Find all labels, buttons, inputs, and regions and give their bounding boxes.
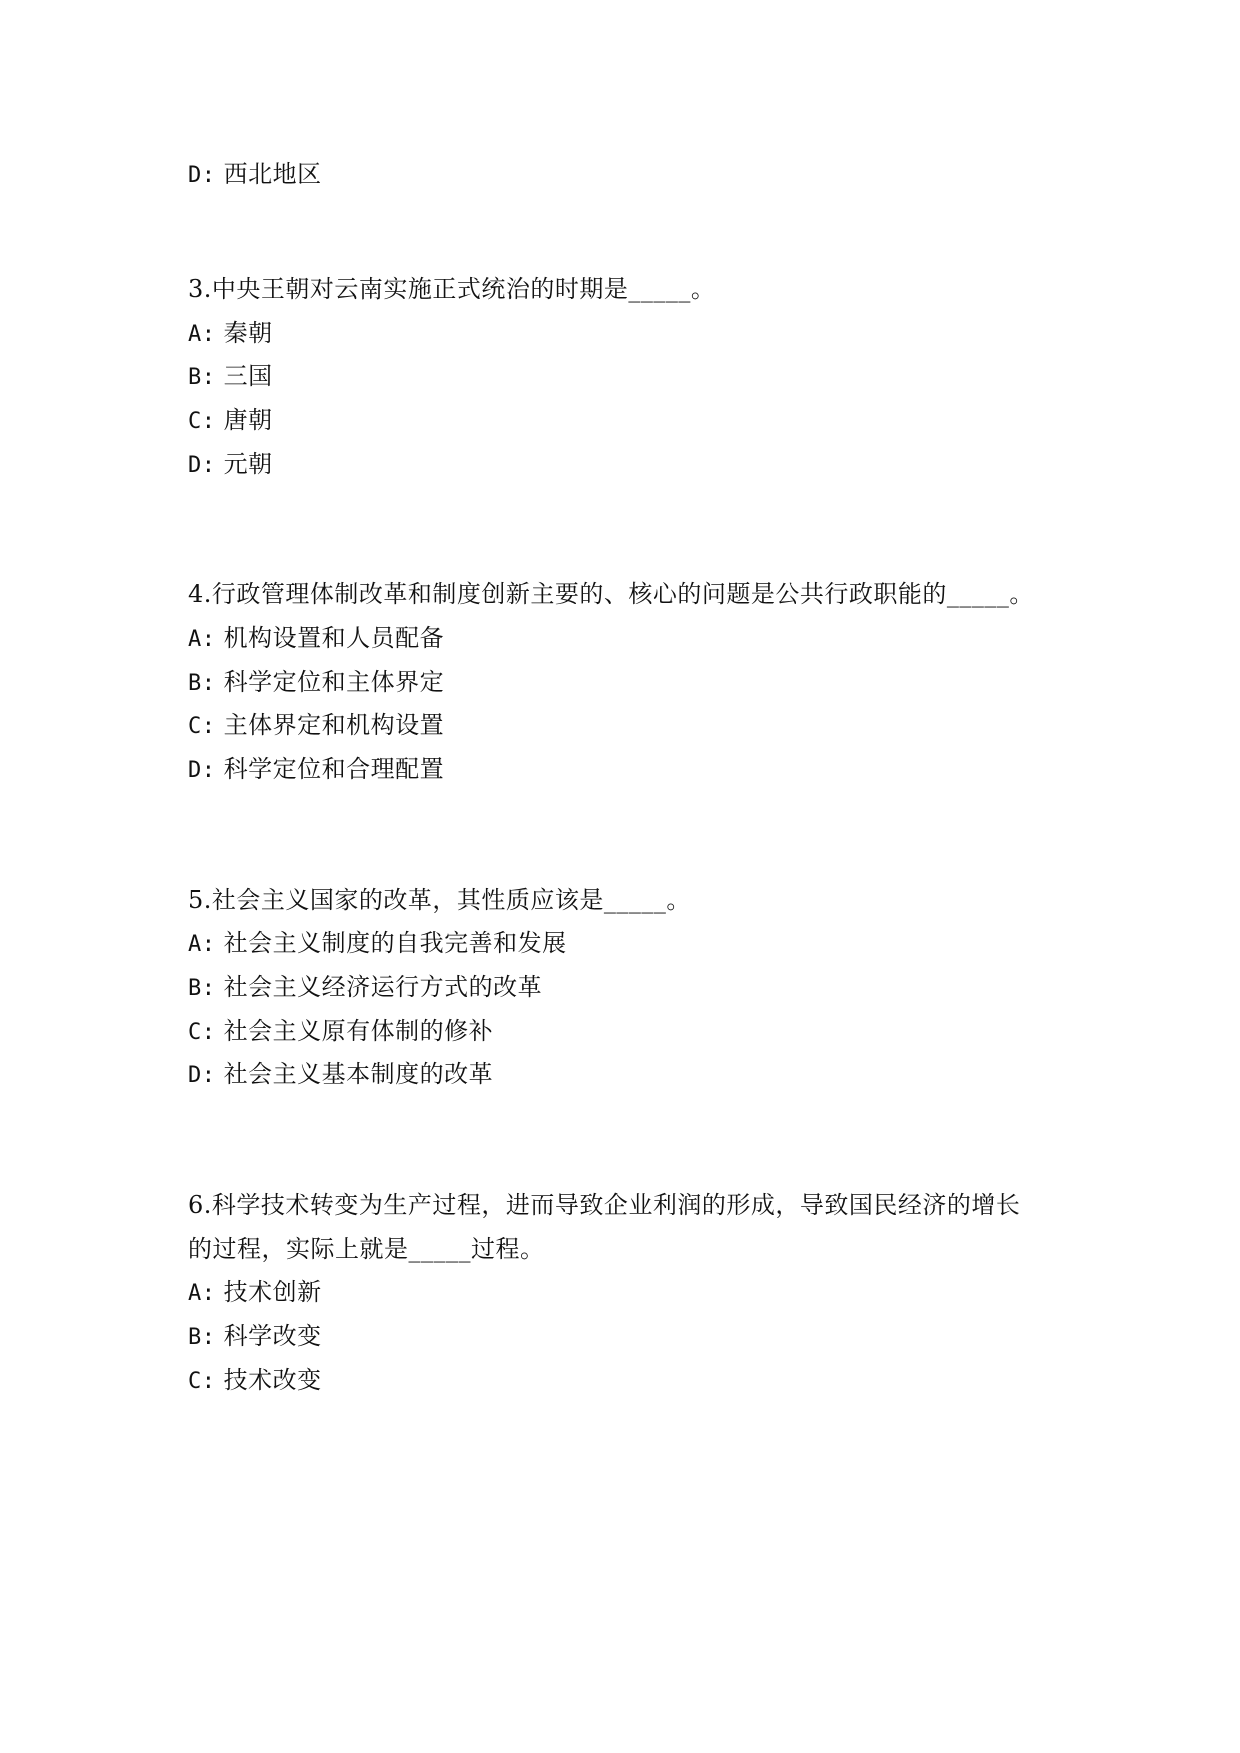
- option-text: 社会主义制度的自我完善和发展: [223, 929, 567, 957]
- option-letter: D:: [188, 1063, 216, 1088]
- option-text: 社会主义经济运行方式的改革: [223, 973, 543, 1001]
- option-letter: A:: [188, 322, 216, 347]
- question-5-stem: 5.社会主义国家的改革，其性质应该是_____。: [188, 886, 691, 914]
- option-letter: C:: [188, 1369, 216, 1394]
- option-letter: A:: [188, 627, 216, 652]
- question-6-option-b: [188, 1320, 322, 1354]
- question-6-stem-line-2: 的过程，实际上就是_____过程。: [188, 1235, 545, 1263]
- option-letter: B:: [188, 1325, 216, 1350]
- question-5-option-d: [188, 1058, 493, 1092]
- question-4-option-d: [188, 753, 444, 787]
- option-letter: A:: [188, 932, 216, 957]
- option-text: 技术创新: [223, 1278, 322, 1306]
- option-letter: B:: [188, 976, 216, 1001]
- option-text: 机构设置和人员配备: [223, 624, 445, 652]
- question-6-stem-line-1: 6.科学技术转变为生产过程，进而导致企业利润的形成，导致国民经济的增长: [188, 1191, 1021, 1219]
- option-letter: A:: [188, 1281, 216, 1306]
- option-text: 科学定位和合理配置: [223, 755, 445, 783]
- question-6-option-c: [188, 1364, 322, 1398]
- prev-question-option-d: [188, 158, 322, 192]
- option-letter: B:: [188, 365, 216, 390]
- question-4-option-b: [188, 666, 444, 700]
- question-3-option-c: [188, 404, 273, 438]
- question-4-stem: 4.行政管理体制改革和制度创新主要的、核心的问题是公共行政职能的_____。: [188, 580, 1034, 608]
- option-text: 唐朝: [223, 406, 273, 434]
- option-letter: C:: [188, 714, 216, 739]
- question-5-option-c: [188, 1015, 493, 1049]
- option-text: 主体界定和机构设置: [223, 711, 445, 739]
- option-letter: B:: [188, 671, 216, 696]
- option-text: 社会主义基本制度的改革: [223, 1060, 494, 1088]
- question-3-option-b: [188, 360, 273, 394]
- option-letter: D:: [188, 163, 216, 188]
- option-text: 三国: [223, 362, 273, 390]
- option-text: 元朝: [223, 450, 273, 478]
- question-4-option-a: [188, 622, 444, 656]
- option-text: 秦朝: [223, 319, 273, 347]
- question-5-option-b: [188, 971, 542, 1005]
- option-text: 科学改变: [223, 1322, 322, 1350]
- option-text: 西北地区: [223, 160, 322, 188]
- question-3-stem: 3.中央王朝对云南实施正式统治的时期是_____。: [188, 275, 716, 303]
- option-letter: C:: [188, 1020, 216, 1045]
- option-letter: D:: [188, 758, 216, 783]
- question-5-option-a: [188, 927, 567, 961]
- question-3-option-a: [188, 317, 273, 351]
- option-text: 社会主义原有体制的修补: [223, 1017, 494, 1045]
- option-letter: D:: [188, 453, 216, 478]
- option-text: 科学定位和主体界定: [223, 668, 445, 696]
- option-text: 技术改变: [223, 1366, 322, 1394]
- question-6-option-a: [188, 1276, 322, 1310]
- option-letter: C:: [188, 409, 216, 434]
- question-4-option-c: [188, 709, 444, 743]
- question-3-option-d: [188, 448, 273, 482]
